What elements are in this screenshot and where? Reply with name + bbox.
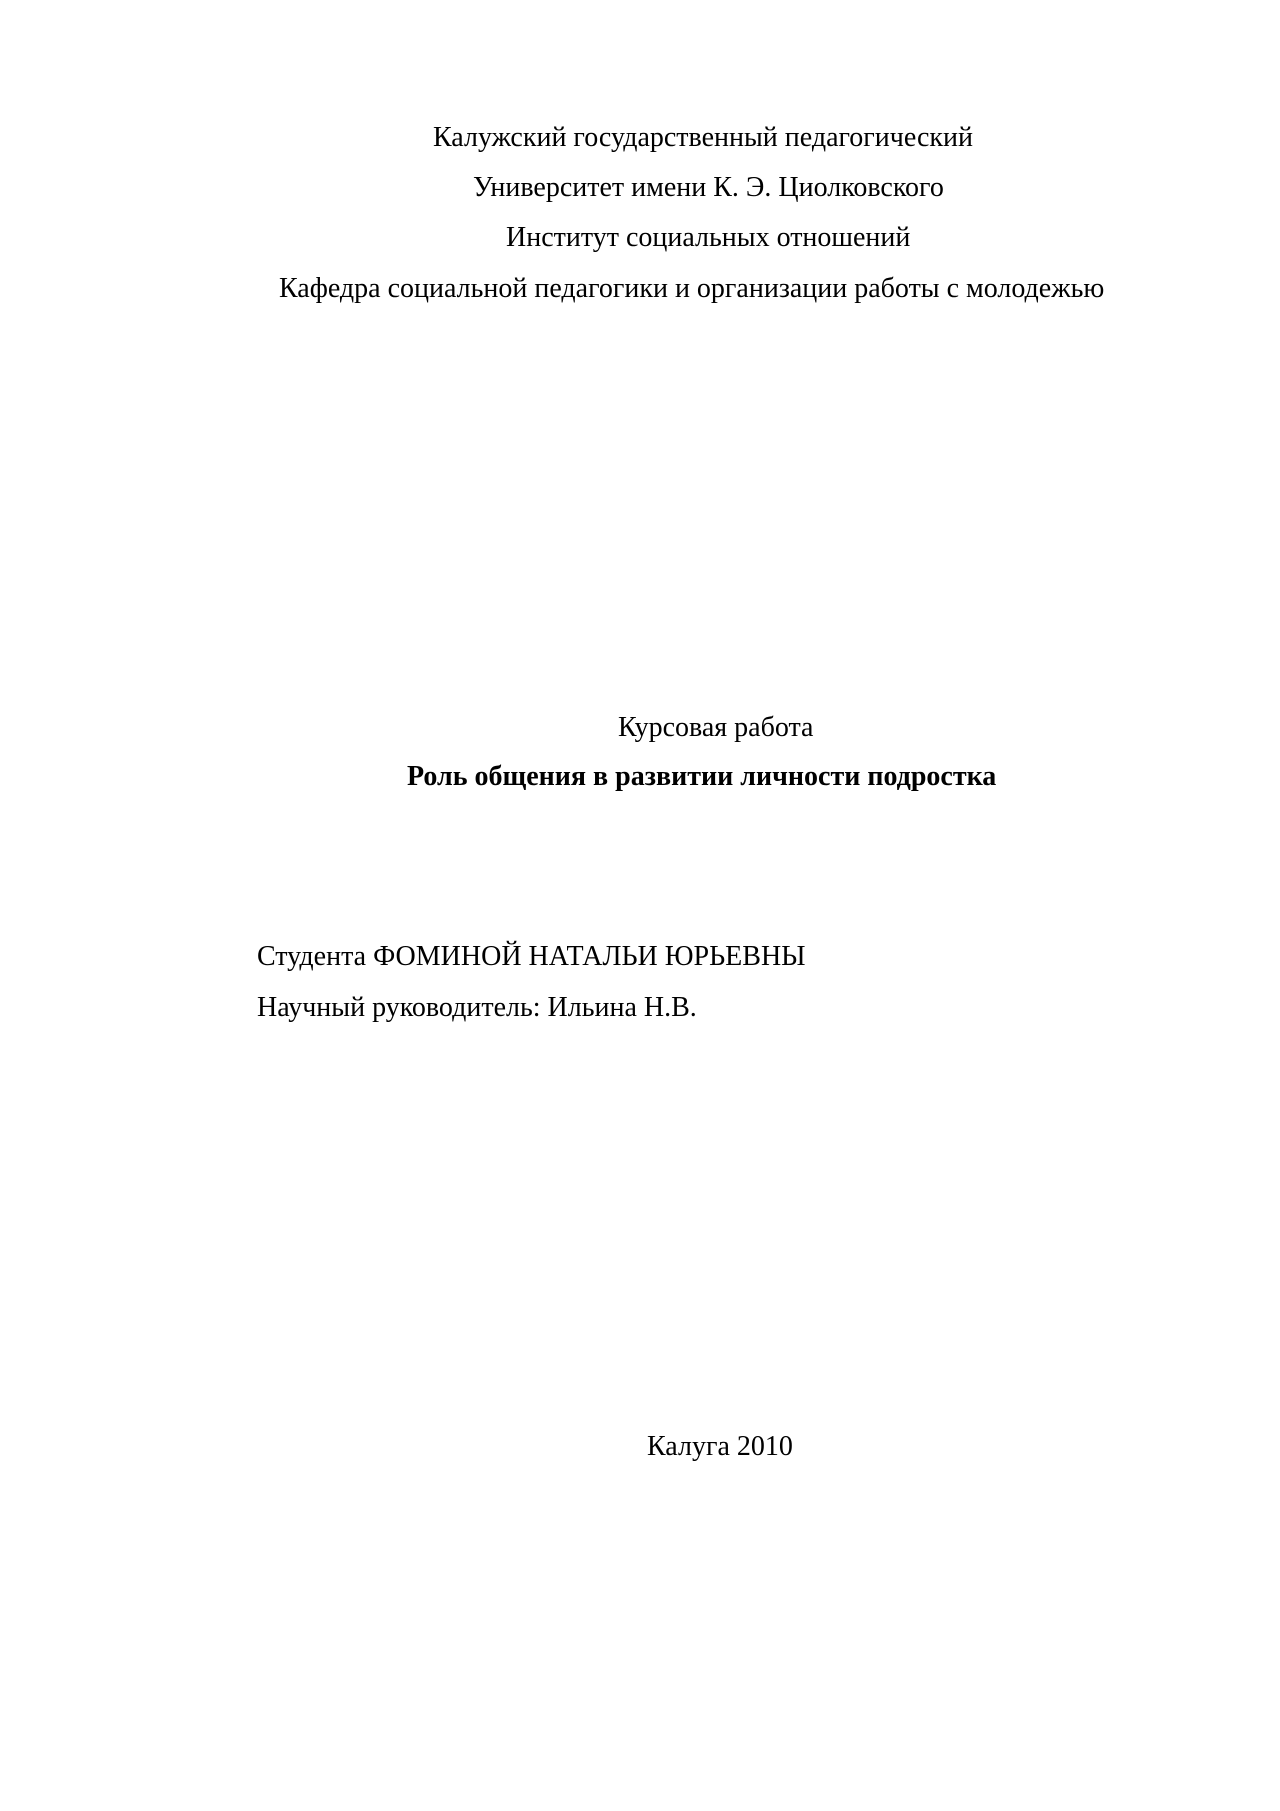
department-line: Кафедра социальной педагогики и организации работы с молодежью — [279, 273, 1105, 304]
institute-line: Институт социальных отношений — [506, 222, 911, 253]
work-title: Роль общения в развитии личности подростка — [407, 761, 997, 792]
university-line-2: Университет имени К. Э. Циолковского — [473, 172, 944, 203]
student-line: Студента ФОМИНОЙ НАТАЛЬИ ЮРЬЕВНЫ — [257, 941, 806, 972]
supervisor-line: Научный руководитель: Ильина Н.В. — [257, 992, 697, 1023]
city-year: Калуга 2010 — [647, 1431, 793, 1462]
university-line-1: Калужский государственный педагогический — [433, 122, 973, 153]
work-type: Курсовая работа — [618, 712, 814, 743]
